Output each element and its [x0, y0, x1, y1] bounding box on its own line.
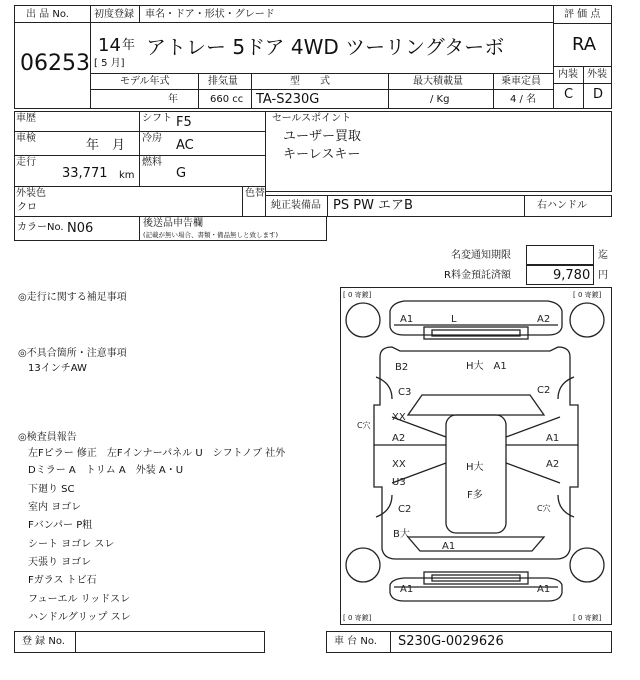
- mark-c-hole-right: C穴: [537, 504, 551, 513]
- fuel-value: G: [176, 166, 187, 181]
- displacement-value: 660 cc: [210, 94, 244, 105]
- first-reg-label: 初度登録: [94, 9, 134, 20]
- mark-xx-2: XX: [392, 459, 406, 470]
- history-label: 車歴: [16, 113, 36, 124]
- mark-rear-a1: A1: [442, 541, 456, 552]
- mark-c3: C3: [398, 387, 412, 398]
- first-reg-year: 14: [98, 35, 121, 56]
- mark-rear-a1-right: A1: [537, 584, 551, 595]
- grade-label: 評 価 点: [564, 9, 601, 20]
- mark-roof-f: F多: [467, 490, 483, 501]
- color-no-value: N06: [67, 221, 94, 236]
- sales-points-label: セールスポイント: [272, 113, 352, 124]
- mark-roof-h: H大: [466, 462, 484, 473]
- mileage-label: 走行: [16, 157, 36, 168]
- inspector-line-8: Fガラス トビ石: [28, 575, 97, 586]
- deadline-unit: 迄: [598, 250, 608, 261]
- corner-label-bl: [ 0 寄鍍]: [343, 614, 372, 622]
- deadline-field: [526, 245, 594, 265]
- grade: RA: [572, 34, 597, 55]
- ext-color-box: [14, 186, 266, 217]
- deadline-label: 名変通知期限: [451, 250, 511, 261]
- displacement-label: 排気量: [208, 76, 238, 87]
- mark-front-l: L: [451, 314, 457, 325]
- mileage-value: 33,771: [62, 166, 108, 181]
- exterior-label: 外装: [587, 69, 607, 80]
- ext-color-value: クロ: [17, 202, 37, 213]
- shift-label: シフト: [142, 113, 172, 124]
- corner-label-tr: [ 0 寄鍍]: [573, 291, 602, 299]
- shift-value: F5: [176, 115, 192, 130]
- details-left: [14, 111, 266, 187]
- post-reg-label: 後送品申告欄: [143, 218, 203, 229]
- model-type-label: 型 式: [290, 76, 330, 87]
- sales-point-2: キーレスキー: [283, 147, 361, 162]
- mileage-unit: km: [119, 170, 135, 181]
- body-outline: [374, 347, 578, 559]
- model-year-label: モデル年式: [120, 76, 170, 87]
- wheel-front-left: [346, 303, 380, 337]
- color-no-label: カラーNo.: [17, 222, 64, 233]
- front-plate: [424, 327, 528, 339]
- defects-label: ◎不具合箇所・注意事項: [18, 348, 127, 359]
- chassis-label: 車 台 No.: [334, 636, 377, 647]
- inspector-line-10: ハンドルグリップ スレ: [28, 612, 131, 623]
- inspector-line-5: Fバンパー P粗: [28, 520, 93, 531]
- inspector-line-4: 室内 ヨゴレ: [28, 502, 82, 513]
- windshield: [408, 395, 544, 415]
- mark-c2-right: C2: [537, 385, 551, 396]
- load-value: / Kg: [430, 94, 450, 105]
- wheel-front-right: [570, 303, 604, 337]
- inspector-line-1: 左Fピラー 修正 左Fインナーパネル U シフトノブ 社外: [28, 448, 286, 459]
- mark-c-hole-left: C穴: [357, 421, 371, 430]
- exterior-value: D: [593, 87, 604, 102]
- reg-no-label: 登 録 No.: [22, 636, 65, 647]
- inspection-label: 車検: [16, 133, 36, 144]
- ac-label: 冷房: [142, 133, 162, 144]
- mark-b2: B2: [395, 362, 409, 373]
- inspector-label: ◎検査員報告: [18, 432, 77, 443]
- year-unit: 年: [122, 38, 136, 53]
- wheel-rear-left: [346, 548, 380, 582]
- ac-value: AC: [176, 138, 194, 153]
- mark-rear-a1-left: A1: [400, 584, 414, 595]
- mark-hood: H大 A1: [466, 361, 507, 372]
- recycle-value: 9,780: [553, 268, 591, 283]
- mark-u3: U3: [392, 477, 406, 488]
- sales-point-1: ユーザー買取: [283, 129, 362, 144]
- inspector-line-2: Dミラー A トリム A 外装 A・U: [28, 465, 184, 476]
- lot-no: 06253: [20, 51, 90, 76]
- equipment-label: 純正装備品: [271, 200, 321, 211]
- car-name-label: 車名・ドア・形状・グレード: [145, 9, 275, 20]
- model-type-value: TA-S230G: [256, 92, 320, 107]
- mark-a2-right: A2: [546, 459, 560, 470]
- mark-xx-1: XX: [392, 412, 406, 423]
- inspector-line-6: シート ヨゴレ スレ: [28, 539, 115, 550]
- roof: [446, 415, 506, 533]
- steering-value: 右ハンドル: [537, 200, 587, 211]
- mark-a1-right: A1: [546, 433, 560, 444]
- defect-1: 13インチAW: [28, 363, 87, 374]
- mark-front-a1-left: A1: [400, 314, 414, 325]
- inspection-value: 年 月: [86, 138, 126, 153]
- inspector-line-3: 下廻り SC: [28, 484, 75, 495]
- corner-label-br: [ 0 寄鍍]: [573, 614, 602, 622]
- lot-no-label: 出 品 No.: [26, 9, 69, 20]
- fuel-label: 燃料: [142, 157, 162, 168]
- model-year-unit: 年: [168, 94, 178, 105]
- inspector-line-7: 天張り ヨゴレ: [28, 557, 92, 568]
- interior-label: 内装: [558, 69, 578, 80]
- post-reg-note: (記載が無い場合、書類・備品無しと致します): [143, 231, 279, 239]
- load-label: 最大積載量: [413, 76, 463, 87]
- corner-label-tl: [ 0 寄鍍]: [343, 291, 372, 299]
- mark-front-a2-right: A2: [537, 314, 551, 325]
- repaint-label: 色替: [245, 188, 265, 199]
- car-damage-diagram: [340, 287, 612, 625]
- interior-value: C: [564, 87, 574, 102]
- capacity-label: 乗車定員: [501, 76, 541, 87]
- rear-window: [408, 537, 544, 551]
- mark-b-big: B大: [393, 529, 410, 540]
- first-reg-month: [ 5 月]: [94, 58, 125, 69]
- mark-c2-rear-left: C2: [398, 504, 412, 515]
- inspector-line-9: フューエル リッドスレ: [28, 594, 131, 605]
- driving-notes-label: ◎走行に関する補足事項: [18, 292, 127, 303]
- car-name: アトレー 5ドア 4WD ツーリングターボ: [146, 35, 505, 59]
- chassis-no: S230G-0029626: [398, 634, 504, 649]
- mark-a2-left: A2: [392, 433, 406, 444]
- recycle-label: R料金預託済額: [444, 270, 511, 281]
- recycle-unit: 円: [598, 270, 608, 281]
- wheel-rear-right: [570, 548, 604, 582]
- spec-value-row: [90, 89, 554, 109]
- capacity-value: 4 / 名: [510, 94, 537, 105]
- equipment-value: PS PW エアB: [333, 198, 413, 213]
- ext-color-label: 外装色: [16, 188, 46, 199]
